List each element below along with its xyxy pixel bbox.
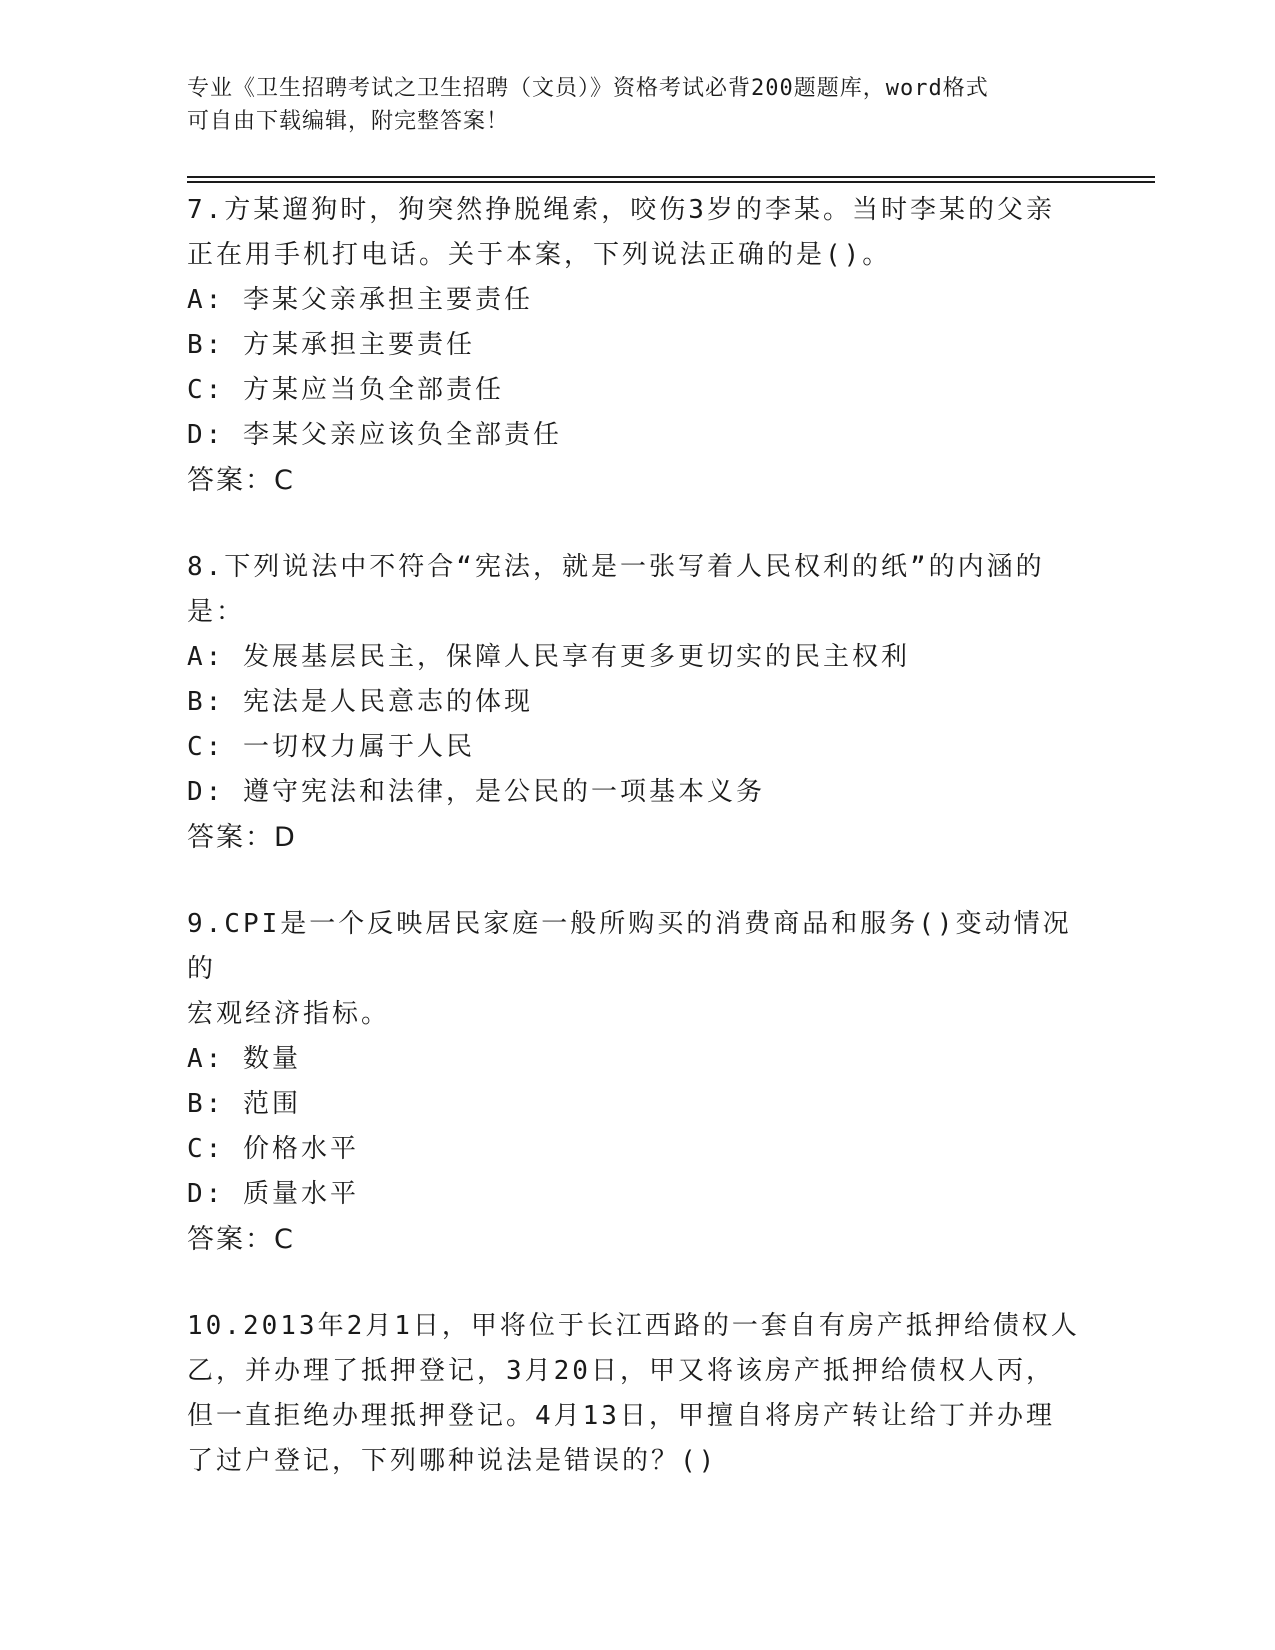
header-rule-top [187, 176, 1155, 178]
option-d: D: 李某父亲应该负全部责任 [187, 420, 562, 450]
question-8 [187, 545, 1087, 860]
option-a: A: 李某父亲承担主要责任 [187, 285, 533, 315]
question-list [187, 188, 1087, 1526]
header-line-1: 专业《卫生招聘考试之卫生招聘（文员）》资格考试必背200题题库，word格式 [187, 76, 989, 101]
question-text-line: 乙，并办理了抵押登记，3月20日，甲又将该房产抵押给债权人丙， [187, 1356, 1055, 1386]
option-c: C: 方某应当负全部责任 [187, 375, 504, 405]
question-text [187, 902, 1087, 1037]
header-rule-bottom [187, 181, 1155, 183]
option-c: C: 价格水平 [187, 1134, 359, 1164]
option-b: B: 宪法是人民意志的体现 [187, 687, 533, 717]
option-b: B: 范围 [187, 1089, 301, 1119]
question-text-line: 10.2013年2月1日，甲将位于长江西路的一套自有房产抵押给债权人 [187, 1311, 1080, 1341]
document-header [187, 72, 1087, 138]
option-b: B: 方某承担主要责任 [187, 330, 475, 360]
question-text-line: 了过户登记，下列哪种说法是错误的？() [187, 1446, 718, 1476]
question-text [187, 545, 1087, 635]
option-a: A: 发展基层民主，保障人民享有更多更切实的民主权利 [187, 642, 910, 672]
question-text [187, 188, 1087, 278]
question-text-line: 宏观经济指标。 [187, 999, 391, 1029]
question-text [187, 1304, 1087, 1484]
option-a: A: 数量 [187, 1044, 301, 1074]
question-text-line: 是： [187, 597, 246, 627]
answer-line: 答案：C [187, 465, 295, 496]
question-7 [187, 188, 1087, 503]
option-d: D: 质量水平 [187, 1179, 359, 1209]
option-c: C: 一切权力属于人民 [187, 732, 475, 762]
header-line-2: 可自由下载编辑，附完整答案！ [187, 109, 510, 134]
answer-line: 答案：C [187, 1224, 295, 1255]
question-text-line: 7.方某遛狗时，狗突然挣脱绳索，咬伤3岁的李某。当时李某的父亲 [187, 195, 1055, 225]
question-10 [187, 1304, 1087, 1484]
answer-line: 答案：D [187, 822, 297, 853]
question-9 [187, 902, 1087, 1262]
question-text-line: 8.下列说法中不符合“宪法，就是一张写着人民权利的纸”的内涵的 [187, 552, 1045, 582]
question-text-line: 正在用手机打电话。关于本案，下列说法正确的是()。 [187, 240, 892, 270]
question-text-line: 但一直拒绝办理抵押登记。4月13日，甲擅自将房产转让给丁并办理 [187, 1401, 1055, 1431]
question-text-line: 9.CPI是一个反映居民家庭一般所购买的消费商品和服务()变动情况的 [187, 909, 1072, 984]
option-d: D: 遵守宪法和法律，是公民的一项基本义务 [187, 777, 765, 807]
